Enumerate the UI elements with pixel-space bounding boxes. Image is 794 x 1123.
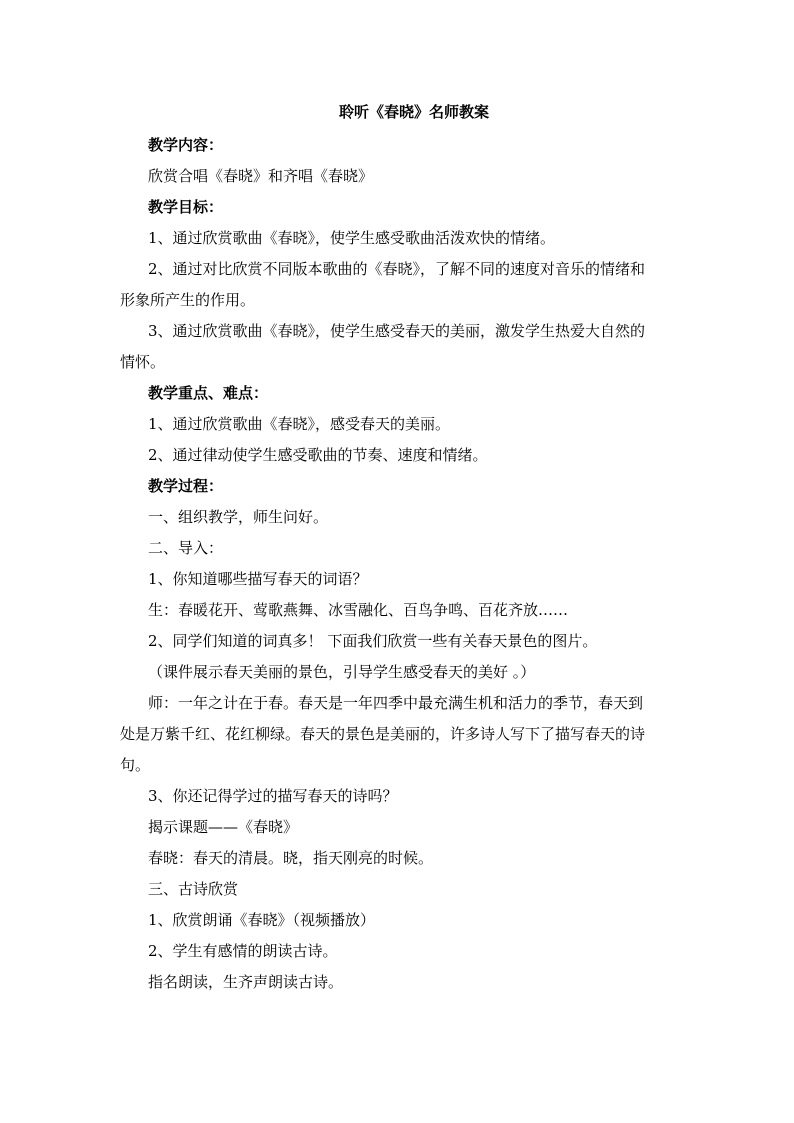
paragraph-line: 1、通过欣赏歌曲《春晓》，使学生感受歌曲活泼欢快的情绪。 bbox=[148, 229, 556, 247]
heading-teaching-goals: 教学目标： bbox=[148, 198, 224, 216]
paragraph-line: 春晓：春天的清晨。晓，指天刚亮的时候。 bbox=[148, 849, 434, 867]
paragraph-line: 2、学生有感情的朗读古诗。 bbox=[148, 942, 338, 960]
paragraph-line: 1、通过欣赏歌曲《春晓》，感受春天的美丽。 bbox=[148, 415, 451, 433]
paragraph-line: （课件展示春天美丽的景色，引导学生感受春天的美好 。） bbox=[148, 663, 536, 681]
heading-teaching-process: 教学过程： bbox=[148, 477, 224, 495]
paragraph-line: 师：一年之计在于春。春天是一年四季中最充满生机和活力的季节，春天到 bbox=[148, 694, 644, 712]
heading-key-points: 教学重点、难点： bbox=[148, 384, 269, 402]
paragraph-line: 1、你知道哪些描写春天的词语？ bbox=[148, 570, 368, 588]
paragraph-line: 三、古诗欣赏 bbox=[148, 880, 239, 898]
paragraph-line: 一、组织教学，师生问好。 bbox=[148, 508, 329, 526]
paragraph-line: 生：春暖花开、莺歌燕舞、冰雪融化、百鸟争鸣、百花齐放…… bbox=[148, 601, 569, 619]
paragraph-line: 2、同学们知道的词真多！ 下面我们欣赏一些有关春天景色的图片。 bbox=[148, 632, 598, 650]
paragraph-line: 二、导入： bbox=[148, 539, 224, 557]
paragraph-line: 处是万紫千红、花红柳绿。春天的景色是美丽的，许多诗人写下了描写春天的诗 bbox=[120, 725, 646, 743]
paragraph-line: 句。 bbox=[120, 756, 151, 774]
document-body bbox=[120, 100, 680, 998]
paragraph-line: 1、欣赏朗诵《春晓》（视频播放） bbox=[148, 911, 376, 929]
paragraph-line: 2、通过对比欣赏不同版本歌曲的《春晓》，了解不同的速度对音乐的情绪和 bbox=[148, 260, 646, 278]
paragraph-line: 情怀。 bbox=[120, 353, 166, 371]
paragraph-line: 揭示课题——《春晓》 bbox=[148, 818, 299, 836]
paragraph-line: 3、你还记得学过的描写春天的诗吗？ bbox=[148, 787, 398, 805]
paragraph-line: 2、通过律动使学生感受歌曲的节奏、速度和情绪。 bbox=[148, 446, 488, 464]
heading-teaching-content: 教学内容： bbox=[148, 136, 224, 154]
paragraph-line: 指名朗读，生齐声朗读古诗。 bbox=[148, 973, 344, 991]
paragraph-line: 欣赏合唱《春晓》和齐唱《春晓》 bbox=[148, 167, 374, 185]
document-title: 聆听《春晓》名师教案 bbox=[338, 103, 489, 121]
paragraph-line: 形象所产生的作用。 bbox=[120, 291, 256, 309]
paragraph-line: 3、通过欣赏歌曲《春晓》，使学生感受春天的美丽，激发学生热爱大自然的 bbox=[148, 322, 646, 340]
